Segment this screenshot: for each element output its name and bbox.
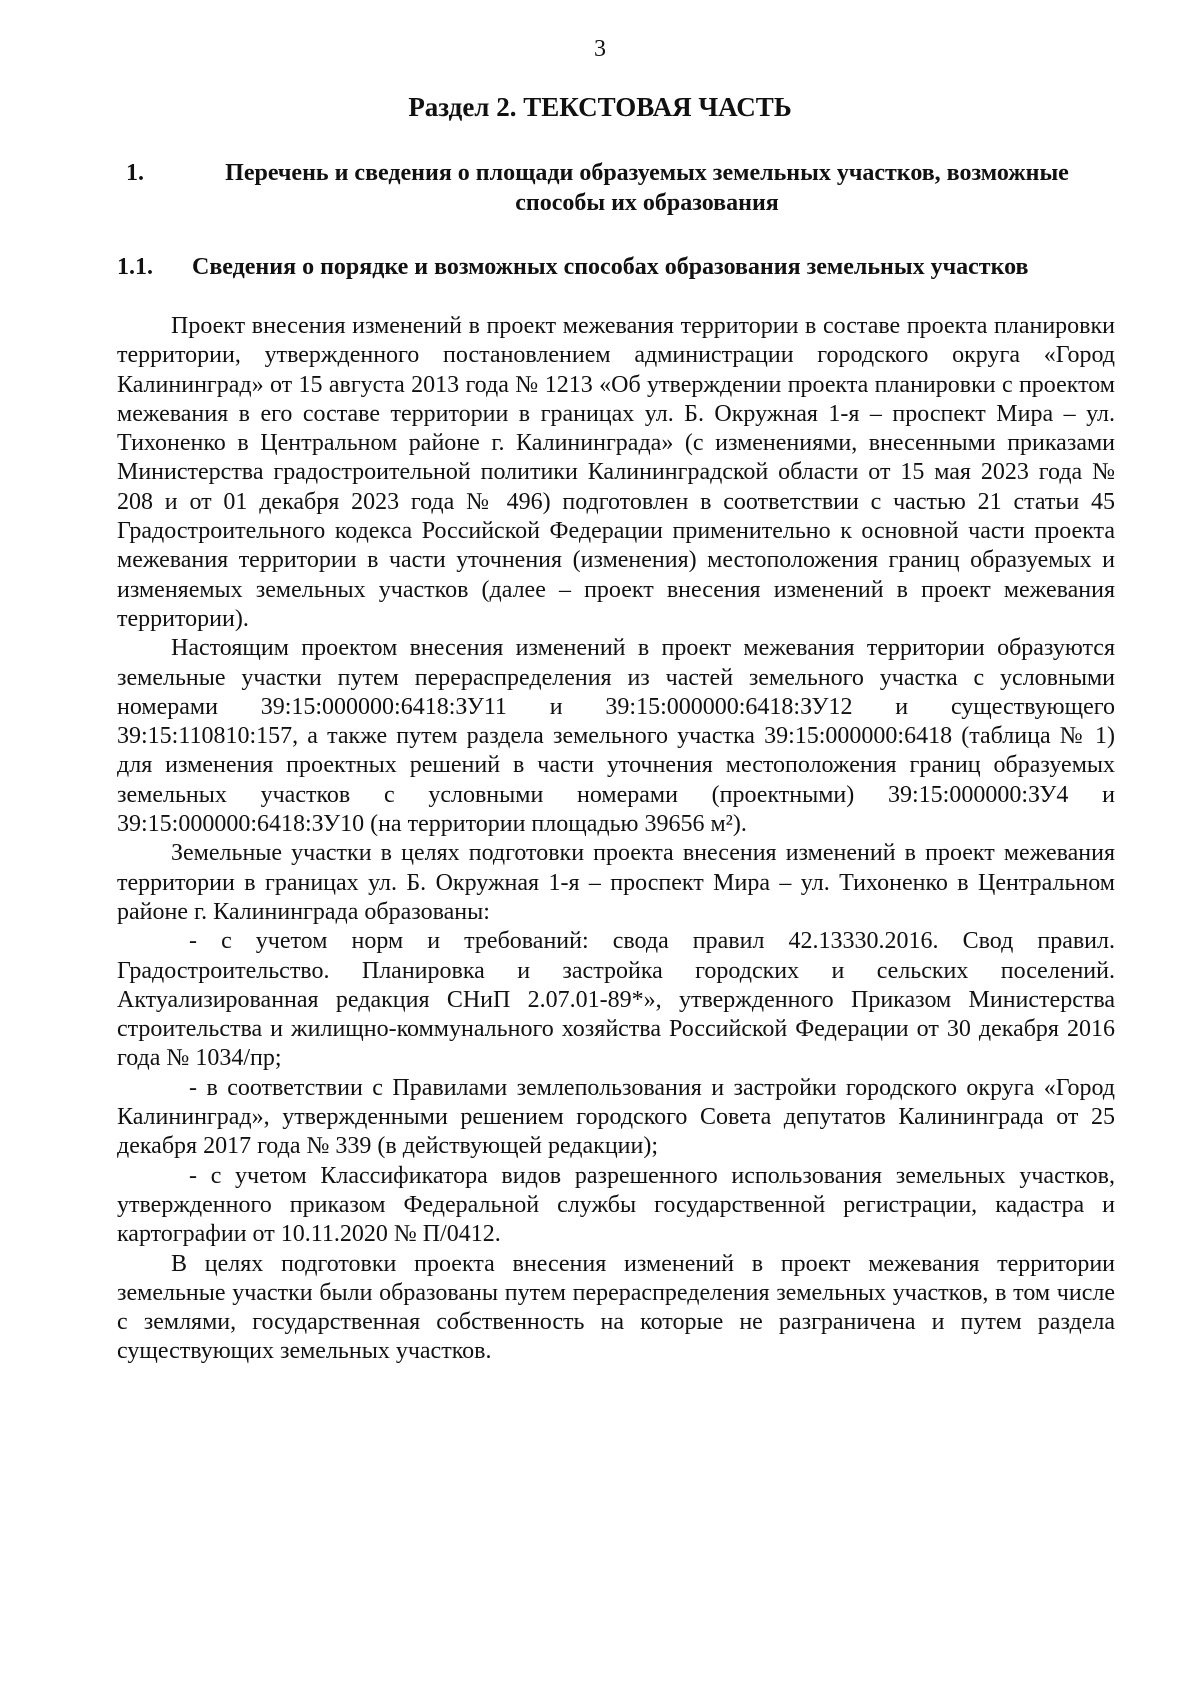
heading-1-text: Перечень и сведения о площади образуемых земельных участков, возможные способы их образования: [225, 160, 1069, 216]
heading-1-1-number: 1.1.: [117, 254, 153, 280]
body-text: [117, 312, 1115, 1367]
paragraph: Проект внесения изменений в проект межевания территории в составе проекта планировки территории, утвержденного постановлением администрации городского округа «Город Калининград» от 15 августа 2013 года № 1213 «Об утверждении проекта планировки с проектом межевания в его составе территории в границах ул. Б. Окружная 1-я – проспект Мира – ул. Тихоненко в Центральном районе г. Калининграда» (с изменениями, внесенными приказами Министерства градостроительной политики Калининградской области от 15 мая 2023 года № 208 и от 01 декабря 2023 года № 496) подготовлен в соответствии с частью 21 статьи 45 Градостроительного кодекса Российской Федерации применительно к основной части проекта межевания территории в части уточнения (изменения) местоположения границ образуемых и изменяемых земельных участков (далее – проект внесения изменений в проект межевания территории).: [117, 313, 1115, 632]
page-number: 3: [594, 36, 606, 62]
list-item: - с учетом Классификатора видов разрешенного использования земельных участков, утвержденного приказом Федеральной службы государственной регистрации, кадастра и картографии от 10.11.2020 № П/0412.: [117, 1162, 1115, 1248]
section-title: Раздел 2. ТЕКСТОВАЯ ЧАСТЬ: [408, 92, 792, 122]
heading-1-number: 1.: [126, 160, 144, 186]
paragraph: В целях подготовки проекта внесения изменений в проект межевания территории земельные участки были образованы путем перераспределения земельных участков, в том числе с землями, государственная собственность на которые не разграничена и путем раздела существующих земельных участков.: [117, 1250, 1115, 1365]
paragraph: Настоящим проектом внесения изменений в проект межевания территории образуются земельные участки путем перераспределения из частей земельного участка с условными номерами 39:15:000000:6418:ЗУ11 и 39:15:000000:6418:ЗУ12 и существующего 39:15:110810:157, а также путем раздела земельного участка 39:15:000000:6418 (таблица № 1) для изменения проектных решений в части уточнения местоположения границ образуемых земельных участков с условными номерами (проектными) 39:15:000000:ЗУ4 и 39:15:000000:6418:ЗУ10 (на территории площадью 39656 м²).: [117, 635, 1115, 838]
heading-1-1: [117, 252, 1117, 282]
list-item: - в соответствии с Правилами землепользования и застройки городского округа «Город Калининград», утвержденными решением городского Совета депутатов Калининграда от 25 декабря 2017 года № 339 (в действующей редакции);: [117, 1074, 1115, 1160]
paragraph: Земельные участки в целях подготовки проекта внесения изменений в проект межевания территории в границах ул. Б. Окружная 1-я – проспект Мира – ул. Тихоненко в Центральном районе г. Калининграда образованы:: [117, 840, 1115, 925]
heading-1-1-text: Сведения о порядке и возможных способах образования земельных участков: [192, 254, 1029, 280]
list-item: - с учетом норм и требований: свода правил 42.13330.2016. Свод правил. Градостроительство. Планировка и застройка городских и сельских поселений. Актуализированная редакция СНиП 2.07.01-89*», утвержденного Приказом Министерства строительства и жилищно-коммунального хозяйства Российской Федерации от 30 декабря 2016 года № 1034/пр;: [117, 928, 1115, 1072]
heading-1: [126, 158, 1116, 218]
